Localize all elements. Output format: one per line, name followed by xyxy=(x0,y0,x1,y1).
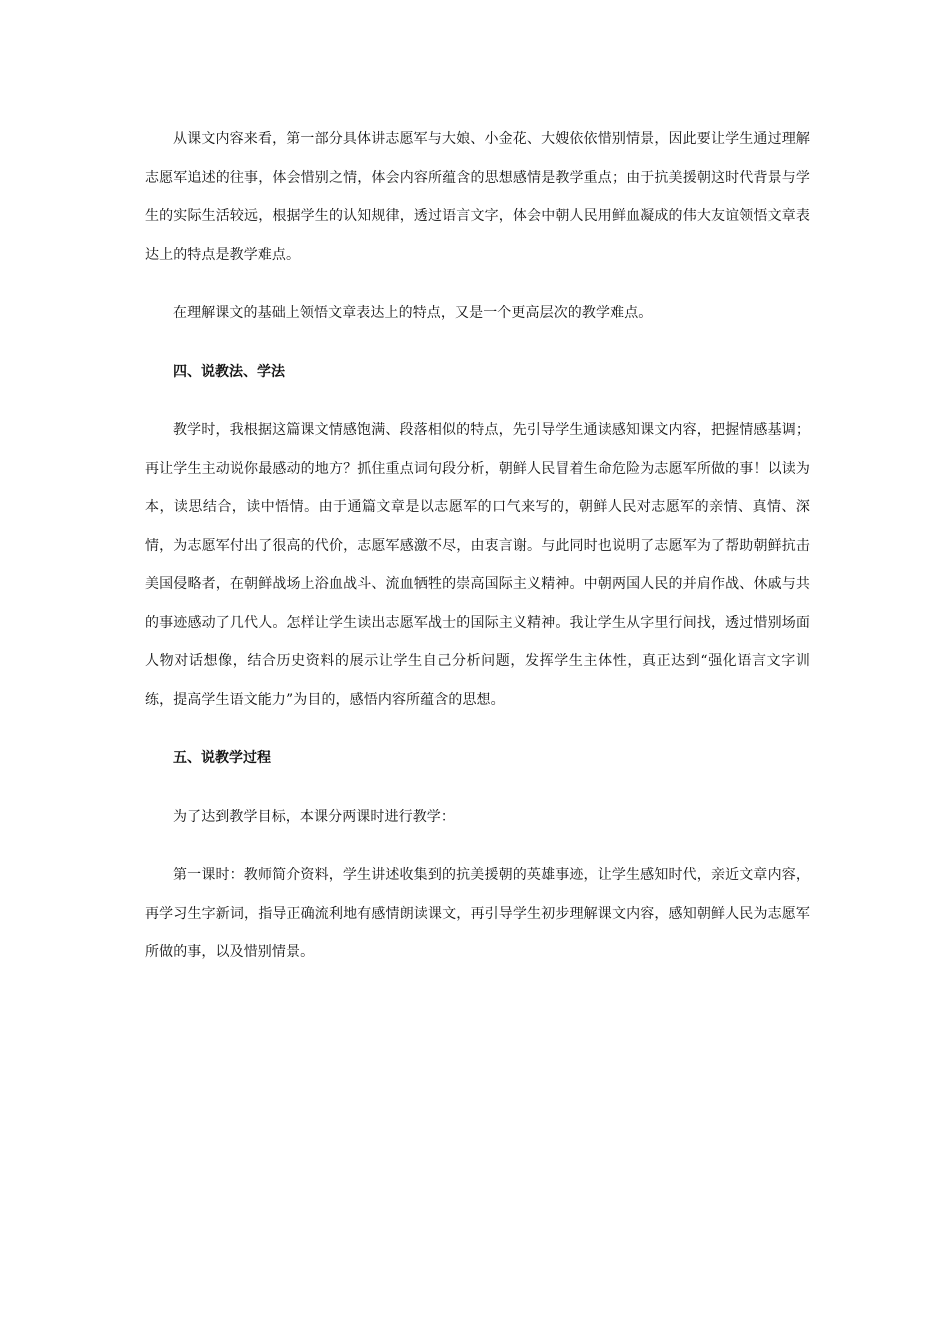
paragraph-first-lesson: 第一课时：教师简介资料，学生讲述收集到的抗美援朝的英雄事迹，让学生感知时代，亲近文章内容，再学习生字新词，指导正确流利地有感情朗读课文，再引导学生初步理解课文内容，感知朝鲜人民为志愿军所做的事，以及惜别情景。 xyxy=(145,867,810,960)
paragraph-lesson-plan-intro: 为了达到教学目标，本课分两课时进行教学： xyxy=(173,808,455,825)
document-page xyxy=(145,120,810,972)
section-heading-teaching-process: 五、说教学过程 xyxy=(173,750,271,766)
section-heading-teaching-methods: 四、说教法、学法 xyxy=(173,363,285,380)
paragraph-higher-difficulty: 在理解课文的基础上领悟文章表达上的特点，又是一个更高层次的教学难点。 xyxy=(173,305,653,321)
paragraph-key-difficult-points: 从课文内容来看，第一部分具体讲志愿军与大娘、小金花、大嫂依依惜别情景，因此要让学生通过理解志愿军追述的往事，体会惜别之情，体会内容所蕴含的思想感情是教学重点；由于抗美援朝这时代背景与学生的实际生活较远，根据学生的认知规律，透过语言文字，体会中朝人民用鲜血凝成的伟大友谊领悟文章表达上的特点是教学难点。 xyxy=(145,131,810,263)
paragraph-teaching-methods: 教学时，我根据这篇课文情感饱满、段落相似的特点，先引导学生通读感知课文内容，把握情感基调；再让学生主动说你最感动的地方？抓住重点词句段分析，朝鲜人民冒着生命危险为志愿军所做的事！以读为本，读思结合，读中悟情。由于通篇文章是以志愿军的口气来写的，朝鲜人民对志愿军的亲情、真情、深情，为志愿军付出了很高的代价，志愿军感激不尽，由衷言谢。与此同时也说明了志愿军为了帮助朝鲜抗击美国侵略者，在朝鲜战场上浴血战斗、流血牺牲的崇高国际主义精神。中朝两国人民的并肩作战、休戚与共的事迹感动了几代人。怎样让学生读出志愿军战士的国际主义精神。我让学生从字里行间找，透过惜别场面人物对话想像，结合历史资料的展示让学生自己分析问题，发挥学生主体性，真正达到“强化语言文字训练，提高学生语文能力”为目的，感悟内容所蕴含的思想。 xyxy=(145,422,810,708)
